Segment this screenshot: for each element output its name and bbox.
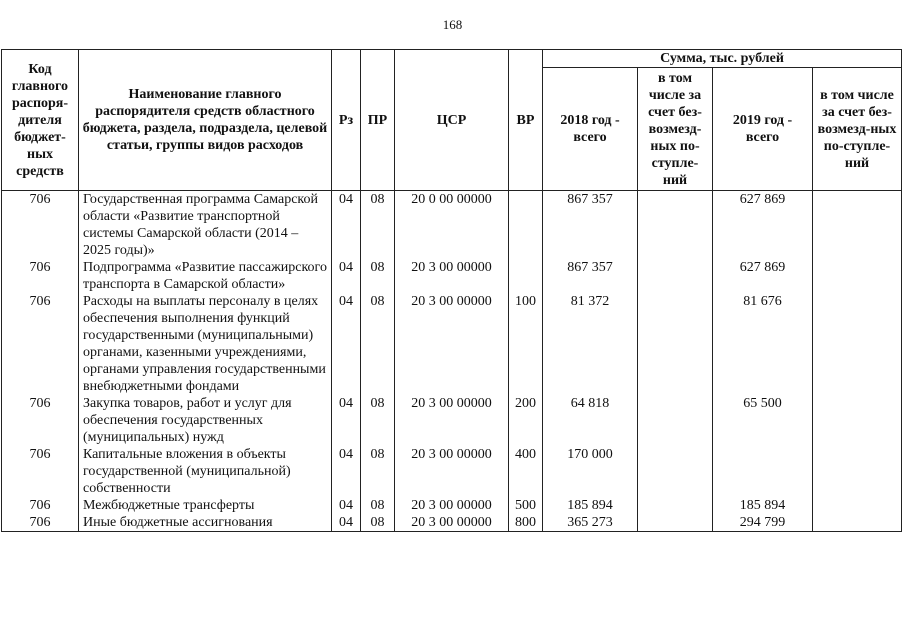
cell-2018-total: 170 000 <box>543 446 638 497</box>
cell-2019-total: 81 676 <box>713 293 813 395</box>
cell-2018-gratuitous <box>638 191 713 260</box>
cell-2018-gratuitous <box>638 259 713 293</box>
header-2019-total: 2019 год - всего <box>713 68 813 191</box>
header-2019-gratuitous: в том числе за счет без-возмезд-ных по-ступле-ний <box>813 68 902 191</box>
header-name: Наименование главного распорядителя средств областного бюджета, раздела, подраздела, целевой статьи, группы видов расходов <box>79 50 332 191</box>
cell-2019-gratuitous <box>813 446 902 497</box>
cell-pr: 08 <box>361 446 395 497</box>
cell-2018-gratuitous <box>638 395 713 446</box>
cell-2018-total: 867 357 <box>543 191 638 260</box>
table-row <box>2 514 902 532</box>
cell-2018-gratuitous <box>638 514 713 532</box>
header-pr: ПР <box>361 50 395 191</box>
cell-code: 706 <box>2 497 79 514</box>
cell-name: Межбюджетные трансферты <box>79 497 332 514</box>
cell-name: Закупка товаров, работ и услуг для обеспечения государственных (муниципальных) нужд <box>79 395 332 446</box>
cell-vr: 500 <box>509 497 543 514</box>
cell-2018-total: 185 894 <box>543 497 638 514</box>
cell-2019-gratuitous <box>813 191 902 260</box>
table-row <box>2 259 902 293</box>
cell-code: 706 <box>2 293 79 395</box>
cell-name: Государственная программа Самарской области «Развитие транспортной системы Самарской области (2014 – 2025 годы)» <box>79 191 332 260</box>
cell-rz: 04 <box>332 395 361 446</box>
cell-vr <box>509 191 543 260</box>
header-csr: ЦСР <box>395 50 509 191</box>
cell-rz: 04 <box>332 293 361 395</box>
cell-2018-gratuitous <box>638 497 713 514</box>
cell-name: Подпрограмма «Развитие пассажирского транспорта в Самарской области» <box>79 259 332 293</box>
cell-code: 706 <box>2 395 79 446</box>
cell-2019-gratuitous <box>813 497 902 514</box>
cell-vr: 800 <box>509 514 543 532</box>
cell-2019-gratuitous <box>813 293 902 395</box>
cell-vr: 200 <box>509 395 543 446</box>
cell-name: Расходы на выплаты персоналу в целях обеспечения выполнения функций государственными (муниципальными) органами, казенными учреждениями, органами управления государственными внебюджетными фондами <box>79 293 332 395</box>
header-sum: Сумма, тыс. рублей <box>543 50 902 68</box>
cell-2018-total: 64 818 <box>543 395 638 446</box>
table-row <box>2 446 902 497</box>
cell-code: 706 <box>2 259 79 293</box>
table-row <box>2 497 902 514</box>
cell-rz: 04 <box>332 446 361 497</box>
cell-rz: 04 <box>332 497 361 514</box>
cell-csr: 20 3 00 00000 <box>395 293 509 395</box>
cell-code: 706 <box>2 514 79 532</box>
cell-2018-total: 867 357 <box>543 259 638 293</box>
cell-csr: 20 3 00 00000 <box>395 514 509 532</box>
cell-csr: 20 0 00 00000 <box>395 191 509 260</box>
cell-pr: 08 <box>361 293 395 395</box>
cell-vr: 100 <box>509 293 543 395</box>
cell-2019-total: 627 869 <box>713 191 813 260</box>
cell-pr: 08 <box>361 395 395 446</box>
cell-rz: 04 <box>332 514 361 532</box>
cell-csr: 20 3 00 00000 <box>395 497 509 514</box>
cell-2019-total: 627 869 <box>713 259 813 293</box>
cell-code: 706 <box>2 446 79 497</box>
cell-2019-total <box>713 446 813 497</box>
cell-pr: 08 <box>361 514 395 532</box>
cell-rz: 04 <box>332 259 361 293</box>
header-rz: Рз <box>332 50 361 191</box>
cell-csr: 20 3 00 00000 <box>395 446 509 497</box>
cell-csr: 20 3 00 00000 <box>395 395 509 446</box>
cell-csr: 20 3 00 00000 <box>395 259 509 293</box>
table-row <box>2 395 902 446</box>
budget-table <box>1 49 902 532</box>
cell-2019-total: 294 799 <box>713 514 813 532</box>
cell-vr: 400 <box>509 446 543 497</box>
cell-2019-gratuitous <box>813 259 902 293</box>
header-2018-gratuitous: в том числе за счет без-возмезд-ных по-ступле-ний <box>638 68 713 191</box>
cell-rz: 04 <box>332 191 361 260</box>
cell-vr <box>509 259 543 293</box>
cell-2019-total: 185 894 <box>713 497 813 514</box>
cell-2018-gratuitous <box>638 446 713 497</box>
page-number: 168 <box>442 17 463 32</box>
cell-2019-total: 65 500 <box>713 395 813 446</box>
cell-pr: 08 <box>361 497 395 514</box>
table-row <box>2 293 902 395</box>
cell-pr: 08 <box>361 191 395 260</box>
cell-name: Иные бюджетные ассигнования <box>79 514 332 532</box>
header-vr: ВР <box>509 50 543 191</box>
header-2018-total: 2018 год - всего <box>543 68 638 191</box>
header-code: Код главного распоря-дителя бюджет-ных средств <box>2 50 79 191</box>
cell-2018-total: 81 372 <box>543 293 638 395</box>
table-row <box>2 191 902 260</box>
cell-name: Капитальные вложения в объекты государственной (муниципальной) собственности <box>79 446 332 497</box>
cell-2018-total: 365 273 <box>543 514 638 532</box>
cell-2019-gratuitous <box>813 514 902 532</box>
cell-code: 706 <box>2 191 79 260</box>
cell-2018-gratuitous <box>638 293 713 395</box>
cell-pr: 08 <box>361 259 395 293</box>
cell-2019-gratuitous <box>813 395 902 446</box>
